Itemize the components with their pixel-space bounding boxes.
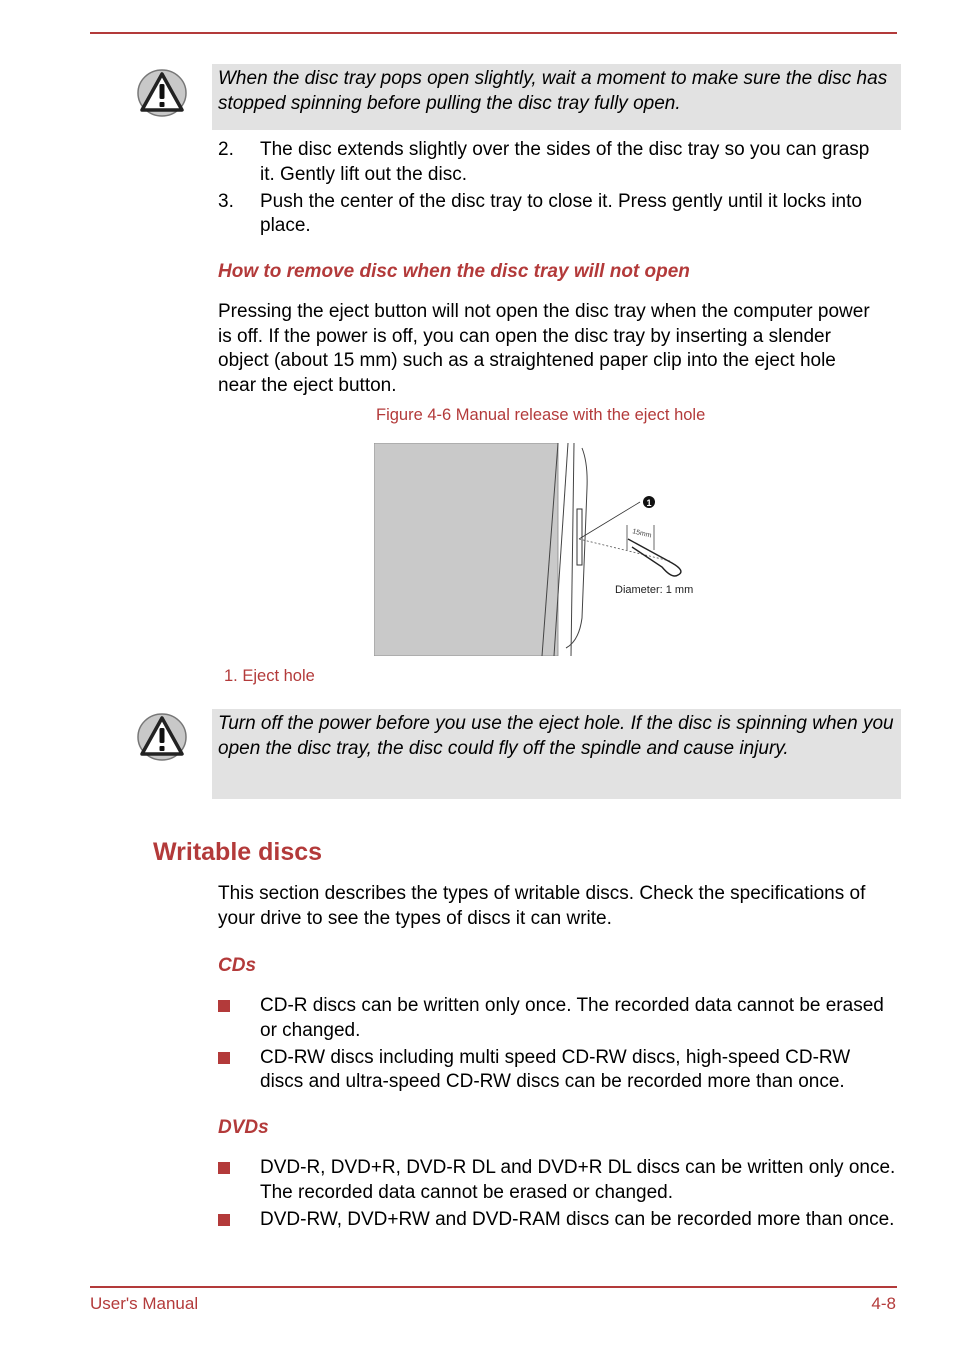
dvds-heading: DVDs	[218, 1117, 269, 1138]
list-item	[218, 190, 888, 239]
callout-number: 1	[646, 498, 652, 508]
cds-list	[218, 994, 898, 1097]
step-text: The disc extends slightly over the sides of the disc tray so you can grasp it. Gently lift out the disc.	[260, 139, 870, 185]
warning-icon	[136, 68, 188, 118]
cds-heading: CDs	[218, 955, 257, 976]
header-rule	[90, 32, 897, 34]
length-label: 15mm	[631, 528, 653, 540]
eject-heading: How to remove disc when the disc tray will not open	[218, 261, 690, 282]
section-heading: Writable discs	[153, 838, 323, 866]
step-list	[218, 138, 888, 241]
bullet-text: CD-RW discs including multi speed CD-RW discs, high-speed CD-RW discs and ultra-speed CD-RW discs can be recorded more than once.	[260, 1046, 851, 1092]
bullet-square	[218, 1000, 230, 1012]
list-item	[218, 1208, 898, 1233]
figure-caption: Figure 4-6 Manual release with the eject hole	[376, 406, 706, 424]
bullet-square	[218, 1214, 230, 1226]
bullet-square	[218, 1162, 230, 1174]
bullet-square	[218, 1052, 230, 1064]
list-item	[218, 1046, 898, 1095]
list-item	[218, 1156, 898, 1205]
eject-hole-figure	[374, 443, 700, 656]
writable-intro: This section describes the types of writable discs. Check the specifications of your drive to see the types of discs it can write.	[218, 883, 866, 929]
eject-paragraph: Pressing the eject button will not open the disc tray when the computer power is off. If the power is off, you can open the disc tray by inserting a slender object (about 15 mm) such as a straightened paper clip into the eject hole near the eject button.	[218, 301, 870, 396]
dvds-list	[218, 1156, 898, 1235]
footer-title: User's Manual	[90, 1294, 199, 1313]
warning-icon	[136, 712, 188, 762]
list-item	[218, 994, 898, 1043]
list-item	[218, 138, 888, 187]
caution-note: When the disc tray pops open slightly, wait a moment to make sure the disc has stopped spinning before pulling the disc tray fully open.	[212, 64, 901, 130]
bullet-text: DVD-R, DVD+R, DVD-R DL and DVD+R DL discs can be written only once. The recorded data cannot be erased or changed.	[260, 1157, 896, 1203]
step-text: Push the center of the disc tray to close it. Press gently until it locks into place.	[260, 190, 862, 236]
footer-rule	[90, 1286, 897, 1288]
figure-legend: 1. Eject hole	[224, 667, 315, 685]
bullet-text: CD-R discs can be written only once. The recorded data cannot be erased or changed.	[260, 995, 884, 1041]
step-number: 2.	[218, 139, 234, 160]
diameter-label: Diameter: 1 mm	[615, 584, 694, 596]
warning-note: Turn off the power before you use the eject hole. If the disc is spinning when you open the disc tray, the disc could fly off the spindle and cause injury.	[212, 709, 901, 799]
bullet-text: DVD-RW, DVD+RW and DVD-RAM discs can be recorded more than once.	[260, 1208, 895, 1230]
page-number: 4-8	[871, 1294, 896, 1313]
step-number: 3.	[218, 190, 234, 212]
